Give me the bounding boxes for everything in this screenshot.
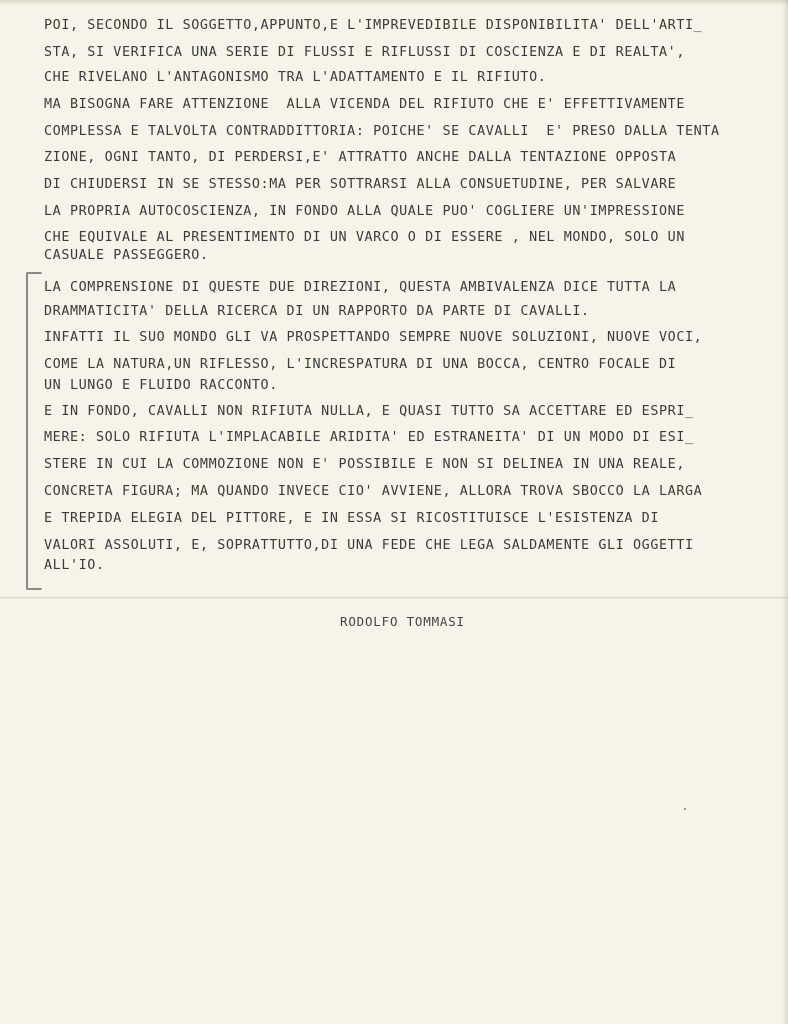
text-line: DRAMMATICITA' DELLA RICERCA DI UN RAPPORTO DA PARTE DI CAVALLI. [44,304,590,319]
text-line: INFATTI IL SUO MONDO GLI VA PROSPETTANDO SEMPRE NUOVE SOLUZIONI, NUOVE VOCI, [44,330,703,345]
paper-fold-line [0,597,788,599]
text-line: CHE EQUIVALE AL PRESENTIMENTO DI UN VARCO O DI ESSERE , NEL MONDO, SOLO UN [44,230,685,245]
text-line: STA, SI VERIFICA UNA SERIE DI FLUSSI E RIFLUSSI DI COSCIENZA E DI REALTA', [44,45,685,60]
text-line: CONCRETA FIGURA; MA QUANDO INVECE CIO' AVVIENE, ALLORA TROVA SBOCCO LA LARGA [44,484,703,499]
text-line: POI, SECONDO IL SOGGETTO,APPUNTO,E L'IMPREVEDIBILE DISPONIBILITA' DELL'ARTI_ [44,18,703,33]
text-line: LA COMPRENSIONE DI QUESTE DUE DIREZIONI, QUESTA AMBIVALENZA DICE TUTTA LA [44,280,677,295]
margin-bracket-mark [26,272,42,590]
text-line: UN LUNGO E FLUIDO RACCONTO. [44,378,278,393]
paper-speck [684,808,686,810]
text-line: MERE: SOLO RIFIUTA L'IMPLACABILE ARIDITA' ED ESTRANEITA' DI UN MODO DI ESI_ [44,430,694,445]
text-line: CASUALE PASSEGGERO. [44,248,209,263]
text-line: ALL'IO. [44,558,105,573]
paper-right-edge [782,0,788,1024]
text-line: LA PROPRIA AUTOCOSCIENZA, IN FONDO ALLA QUALE PUO' COGLIERE UN'IMPRESSIONE [44,204,685,219]
paper-top-edge [0,0,788,6]
text-line: E IN FONDO, CAVALLI NON RIFIUTA NULLA, E QUASI TUTTO SA ACCETTARE ED ESPRI_ [44,404,694,419]
text-line: E TREPIDA ELEGIA DEL PITTORE, E IN ESSA SI RICOSTITUISCE L'ESISTENZA DI [44,511,659,526]
text-line: ZIONE, OGNI TANTO, DI PERDERSI,E' ATTRATTO ANCHE DALLA TENTAZIONE OPPOSTA [44,150,677,165]
author-signature: RODOLFO TOMMASI [340,614,465,629]
text-line: MA BISOGNA FARE ATTENZIONE ALLA VICENDA DEL RIFIUTO CHE E' EFFETTIVAMENTE [44,97,685,112]
text-line: COMPLESSA E TALVOLTA CONTRADDITTORIA: POICHE' SE CAVALLI E' PRESO DALLA TENTA [44,124,720,139]
text-line: CHE RIVELANO L'ANTAGONISMO TRA L'ADATTAMENTO E IL RIFIUTO. [44,70,547,85]
text-line: STERE IN CUI LA COMMOZIONE NON E' POSSIBILE E NON SI DELINEA IN UNA REALE, [44,457,685,472]
text-line: COME LA NATURA,UN RIFLESSO, L'INCRESPATURA DI UNA BOCCA, CENTRO FOCALE DI [44,357,677,372]
text-line: DI CHIUDERSI IN SE STESSO:MA PER SOTTRARSI ALLA CONSUETUDINE, PER SALVARE [44,177,677,192]
text-line: VALORI ASSOLUTI, E, SOPRATTUTTO,DI UNA FEDE CHE LEGA SALDAMENTE GLI OGGETTI [44,538,694,553]
